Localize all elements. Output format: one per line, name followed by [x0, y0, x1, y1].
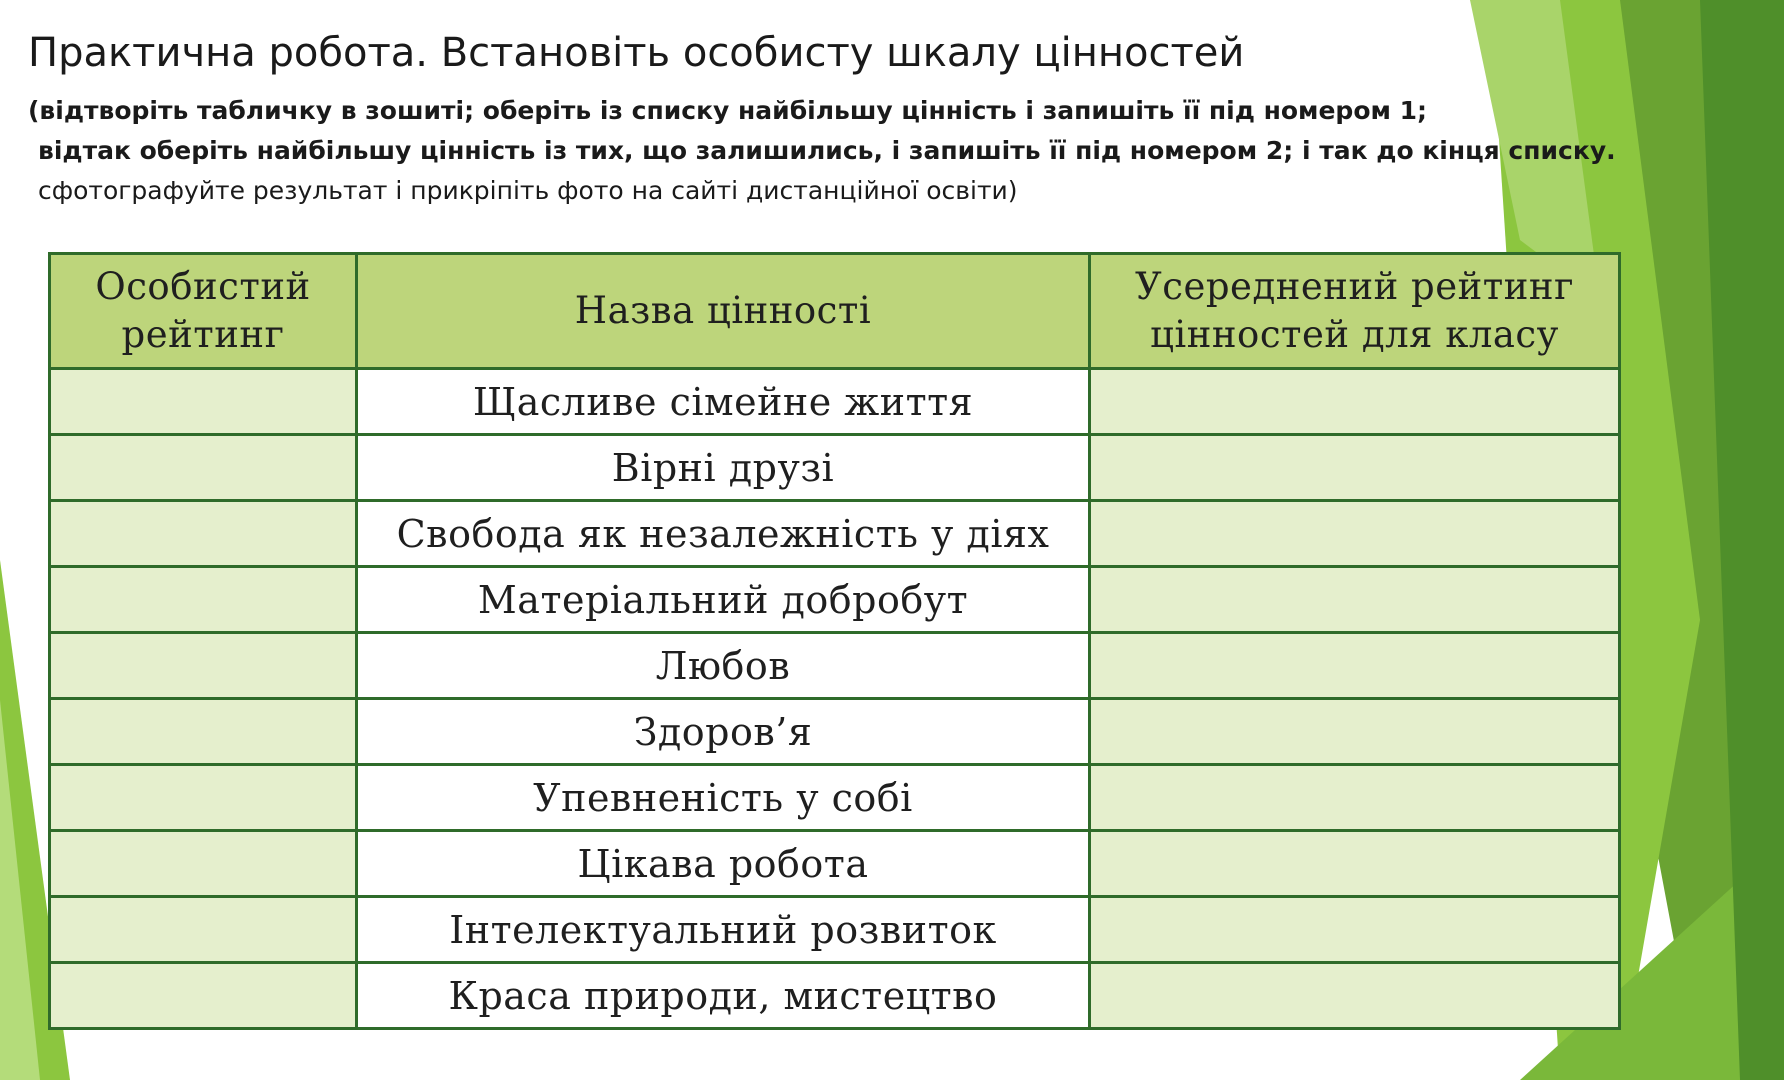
class-average-cell[interactable]	[1090, 501, 1620, 567]
class-average-cell[interactable]	[1090, 633, 1620, 699]
value-name-cell: Щасливе сімейне життя	[357, 369, 1090, 435]
instruction-line-2: відтак оберіть найбільшу цінність із тих, що залишились, і запишіть її під номером 2; і так до кінця списку.	[38, 136, 1616, 165]
personal-rating-cell[interactable]	[50, 369, 357, 435]
table-row	[50, 897, 1620, 963]
header-personal-rating	[50, 254, 357, 369]
value-name-cell: Матеріальний добробут	[357, 567, 1090, 633]
personal-rating-cell[interactable]	[50, 501, 357, 567]
class-average-cell[interactable]	[1090, 567, 1620, 633]
table-row	[50, 699, 1620, 765]
personal-rating-cell[interactable]	[50, 831, 357, 897]
table-row	[50, 567, 1620, 633]
instruction-line-3: сфотографуйте результат і прикріпіть фото на сайті дистанційної освіти)	[38, 176, 1018, 205]
header-personal-rating-line2: рейтинг	[121, 313, 285, 356]
class-average-cell[interactable]	[1090, 897, 1620, 963]
personal-rating-cell[interactable]	[50, 699, 357, 765]
header-class-average	[1090, 254, 1620, 369]
value-name-cell: Цікава робота	[357, 831, 1090, 897]
header-class-average-line1: Усереднений рейтинг	[1135, 265, 1574, 308]
personal-rating-cell[interactable]	[50, 567, 357, 633]
class-average-cell[interactable]	[1090, 699, 1620, 765]
value-name-cell: Здоров’я	[357, 699, 1090, 765]
header-value-name: Назва цінності	[357, 254, 1090, 369]
value-name-cell: Вірні друзі	[357, 435, 1090, 501]
value-name-cell: Упевненість у собі	[357, 765, 1090, 831]
table-row	[50, 765, 1620, 831]
personal-rating-cell[interactable]	[50, 897, 357, 963]
class-average-cell[interactable]	[1090, 369, 1620, 435]
slide-title: Практична робота. Встановіть особисту шкалу цінностей	[28, 30, 1245, 76]
values-table-container	[48, 252, 1618, 1030]
class-average-cell[interactable]	[1090, 963, 1620, 1029]
personal-rating-cell[interactable]	[50, 435, 357, 501]
personal-rating-cell[interactable]	[50, 765, 357, 831]
personal-rating-cell[interactable]	[50, 633, 357, 699]
table-row	[50, 633, 1620, 699]
value-name-cell: Краса природи, мистецтво	[357, 963, 1090, 1029]
instruction-line-1: (відтворіть табличку в зошиті; оберіть із списку найбільшу цінність і запишіть її під номером 1;	[28, 96, 1428, 125]
value-name-cell: Свобода як незалежність у діях	[357, 501, 1090, 567]
table-row	[50, 501, 1620, 567]
class-average-cell[interactable]	[1090, 765, 1620, 831]
table-row	[50, 963, 1620, 1029]
table-header-row	[50, 254, 1620, 369]
personal-rating-cell[interactable]	[50, 963, 357, 1029]
header-personal-rating-line1: Особистий	[95, 265, 311, 308]
table-row	[50, 435, 1620, 501]
table-row	[50, 369, 1620, 435]
values-table	[48, 252, 1621, 1030]
class-average-cell[interactable]	[1090, 831, 1620, 897]
table-row	[50, 831, 1620, 897]
value-name-cell: Любов	[357, 633, 1090, 699]
header-class-average-line2: цінностей для класу	[1150, 313, 1559, 356]
value-name-cell: Інтелектуальний розвиток	[357, 897, 1090, 963]
class-average-cell[interactable]	[1090, 435, 1620, 501]
